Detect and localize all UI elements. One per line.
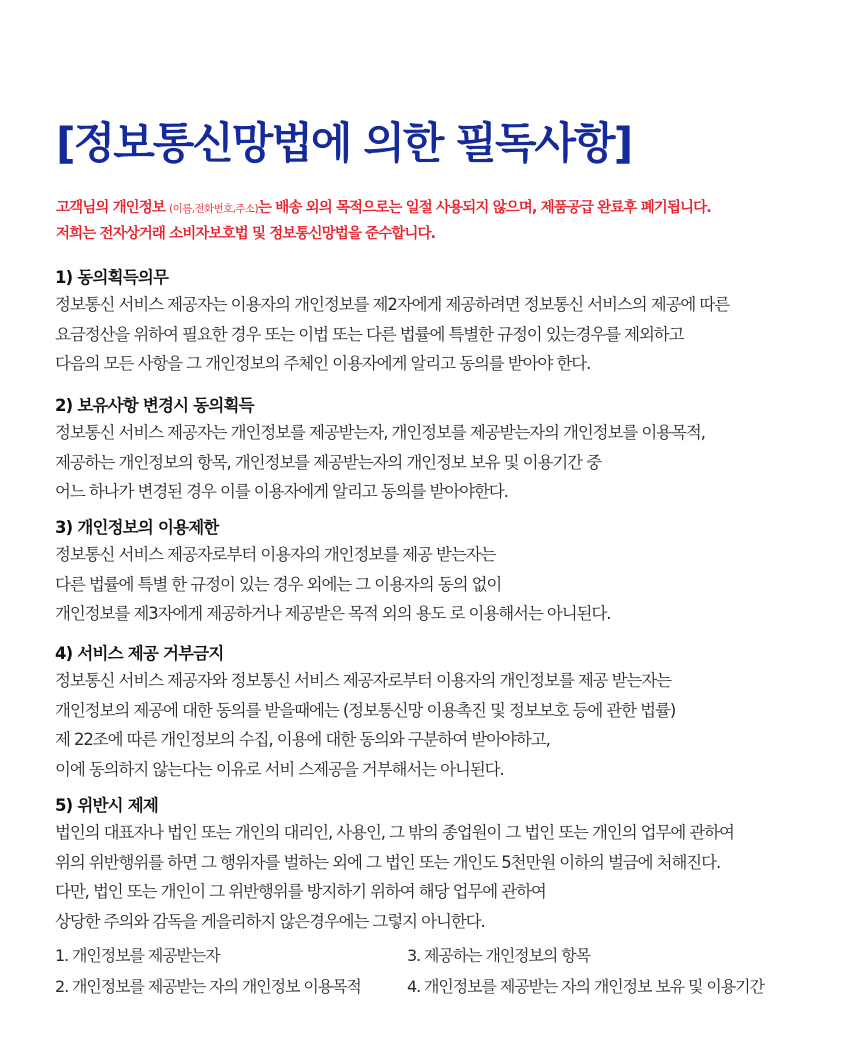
section-heading: 2) 보유사항 변경시 동의획득 <box>55 396 254 415</box>
section-line: 다만, 법인 또는 개인이 그 위반행위를 방지하기 위하여 해당 업무에 관하여 <box>55 882 546 901</box>
section-line: 개인정보의 제공에 대한 동의를 받을때에는 (정보통신망 이용촉진 및 정보보호 등에 관한 법률) <box>55 700 676 720</box>
section-change-consent <box>55 394 705 507</box>
section-consent-obligation <box>55 266 729 379</box>
section-refusal-prohibition <box>55 642 675 784</box>
section-line: 제공하는 개인정보의 항목, 개인정보를 제공받는자의 개인정보 보유 및 이용기간 중 <box>55 452 601 472</box>
section-line: 정보통신 서비스 제공자로부터 이용자의 개인정보를 제공 받는자는 <box>55 545 496 564</box>
section-violation-penalty <box>55 794 734 936</box>
section-line: 다음의 모든 사항을 그 개인정보의 주체인 이용자에게 알리고 동의를 받아야 한다. <box>55 354 591 373</box>
section-line: 요금정산을 위하여 필요한 경우 또는 이법 또는 다른 법률에 특별한 규정이 있는경우를 제외하고 <box>55 324 684 344</box>
section-line: 제 22조에 따른 개인정보의 수집, 이용에 대한 동의와 구분하여 받아야하고, <box>55 730 550 749</box>
list-item: 2. 개인정보를 제공받는 자의 개인정보 이용목적 <box>55 977 361 996</box>
section-line: 상당한 주의와 감독을 게을리하지 않은경우에는 그렇지 아니한다. <box>55 911 485 931</box>
section-heading: 4) 서비스 제공 거부금지 <box>55 644 224 663</box>
section-heading: 5) 위반시 제제 <box>55 796 159 815</box>
section-line: 개인정보를 제3자에게 제공하거나 제공받은 목적 외의 용도 로 이용해서는 아니된다. <box>55 604 611 623</box>
section-usage-restriction <box>55 516 610 629</box>
section-line: 법인의 대표자나 법인 또는 개인의 대리인, 사용인, 그 밖의 종업원이 그 법인 또는 개인의 업무에 관하여 <box>55 823 734 842</box>
section-line: 어느 하나가 변경된 경우 이를 이용자에게 알리고 동의를 받아야한다. <box>55 482 508 501</box>
section-line: 이에 동의하지 않는다는 이유로 서비 스제공을 거부해서는 아니된다. <box>55 759 504 779</box>
list-item: 4. 개인정보를 제공받는 자의 개인정보 보유 및 이용기간 <box>407 977 764 996</box>
section-line: 다른 법률에 특별 한 규정이 있는 경우 외에는 그 이용자의 동의 없이 <box>55 574 502 594</box>
notice-line-1-end: 는 배송 외의 목적으로는 일절 사용되지 않으며, 제품공급 완료후 폐기됩니다. <box>257 200 711 216</box>
section-line: 위의 위반행위를 하면 그 행위자를 벌하는 외에 그 법인 또는 개인도 5천만원 이하의 벌금에 처해진다. <box>55 852 721 872</box>
privacy-notice <box>56 196 711 247</box>
list-item: 1. 개인정보를 제공받는자 <box>55 946 220 965</box>
notice-line-1-start: 고객님의 개인정보 <box>56 200 170 216</box>
page-title: [정보통신망법에 의한 필독사항] <box>56 119 632 169</box>
section-line: 정보통신 서비스 제공자는 이용자의 개인정보를 제2자에게 제공하려면 정보통신 서비스의 제공에 따른 <box>55 295 730 314</box>
notice-line-1 <box>56 200 711 216</box>
section-heading: 1) 동의획득의무 <box>55 268 169 287</box>
section-line: 정보통신 서비스 제공자와 정보통신 서비스 제공자로부터 이용자의 개인정보를 제공 받는자는 <box>55 671 672 690</box>
notice-line-1-items: (이름,전화번호,주소) <box>169 203 258 215</box>
notice-line-2: 저희는 전자상거래 소비자보호법 및 정보통신망법을 준수합니다. <box>56 226 436 242</box>
consent-items-list <box>55 942 815 1000</box>
section-heading: 3) 개인정보의 이용제한 <box>55 518 219 537</box>
section-line: 정보통신 서비스 제공자는 개인정보를 제공받는자, 개인정보를 제공받는자의 개인정보를 이용목적, <box>55 423 705 442</box>
list-item: 3. 제공하는 개인정보의 항목 <box>407 946 590 965</box>
